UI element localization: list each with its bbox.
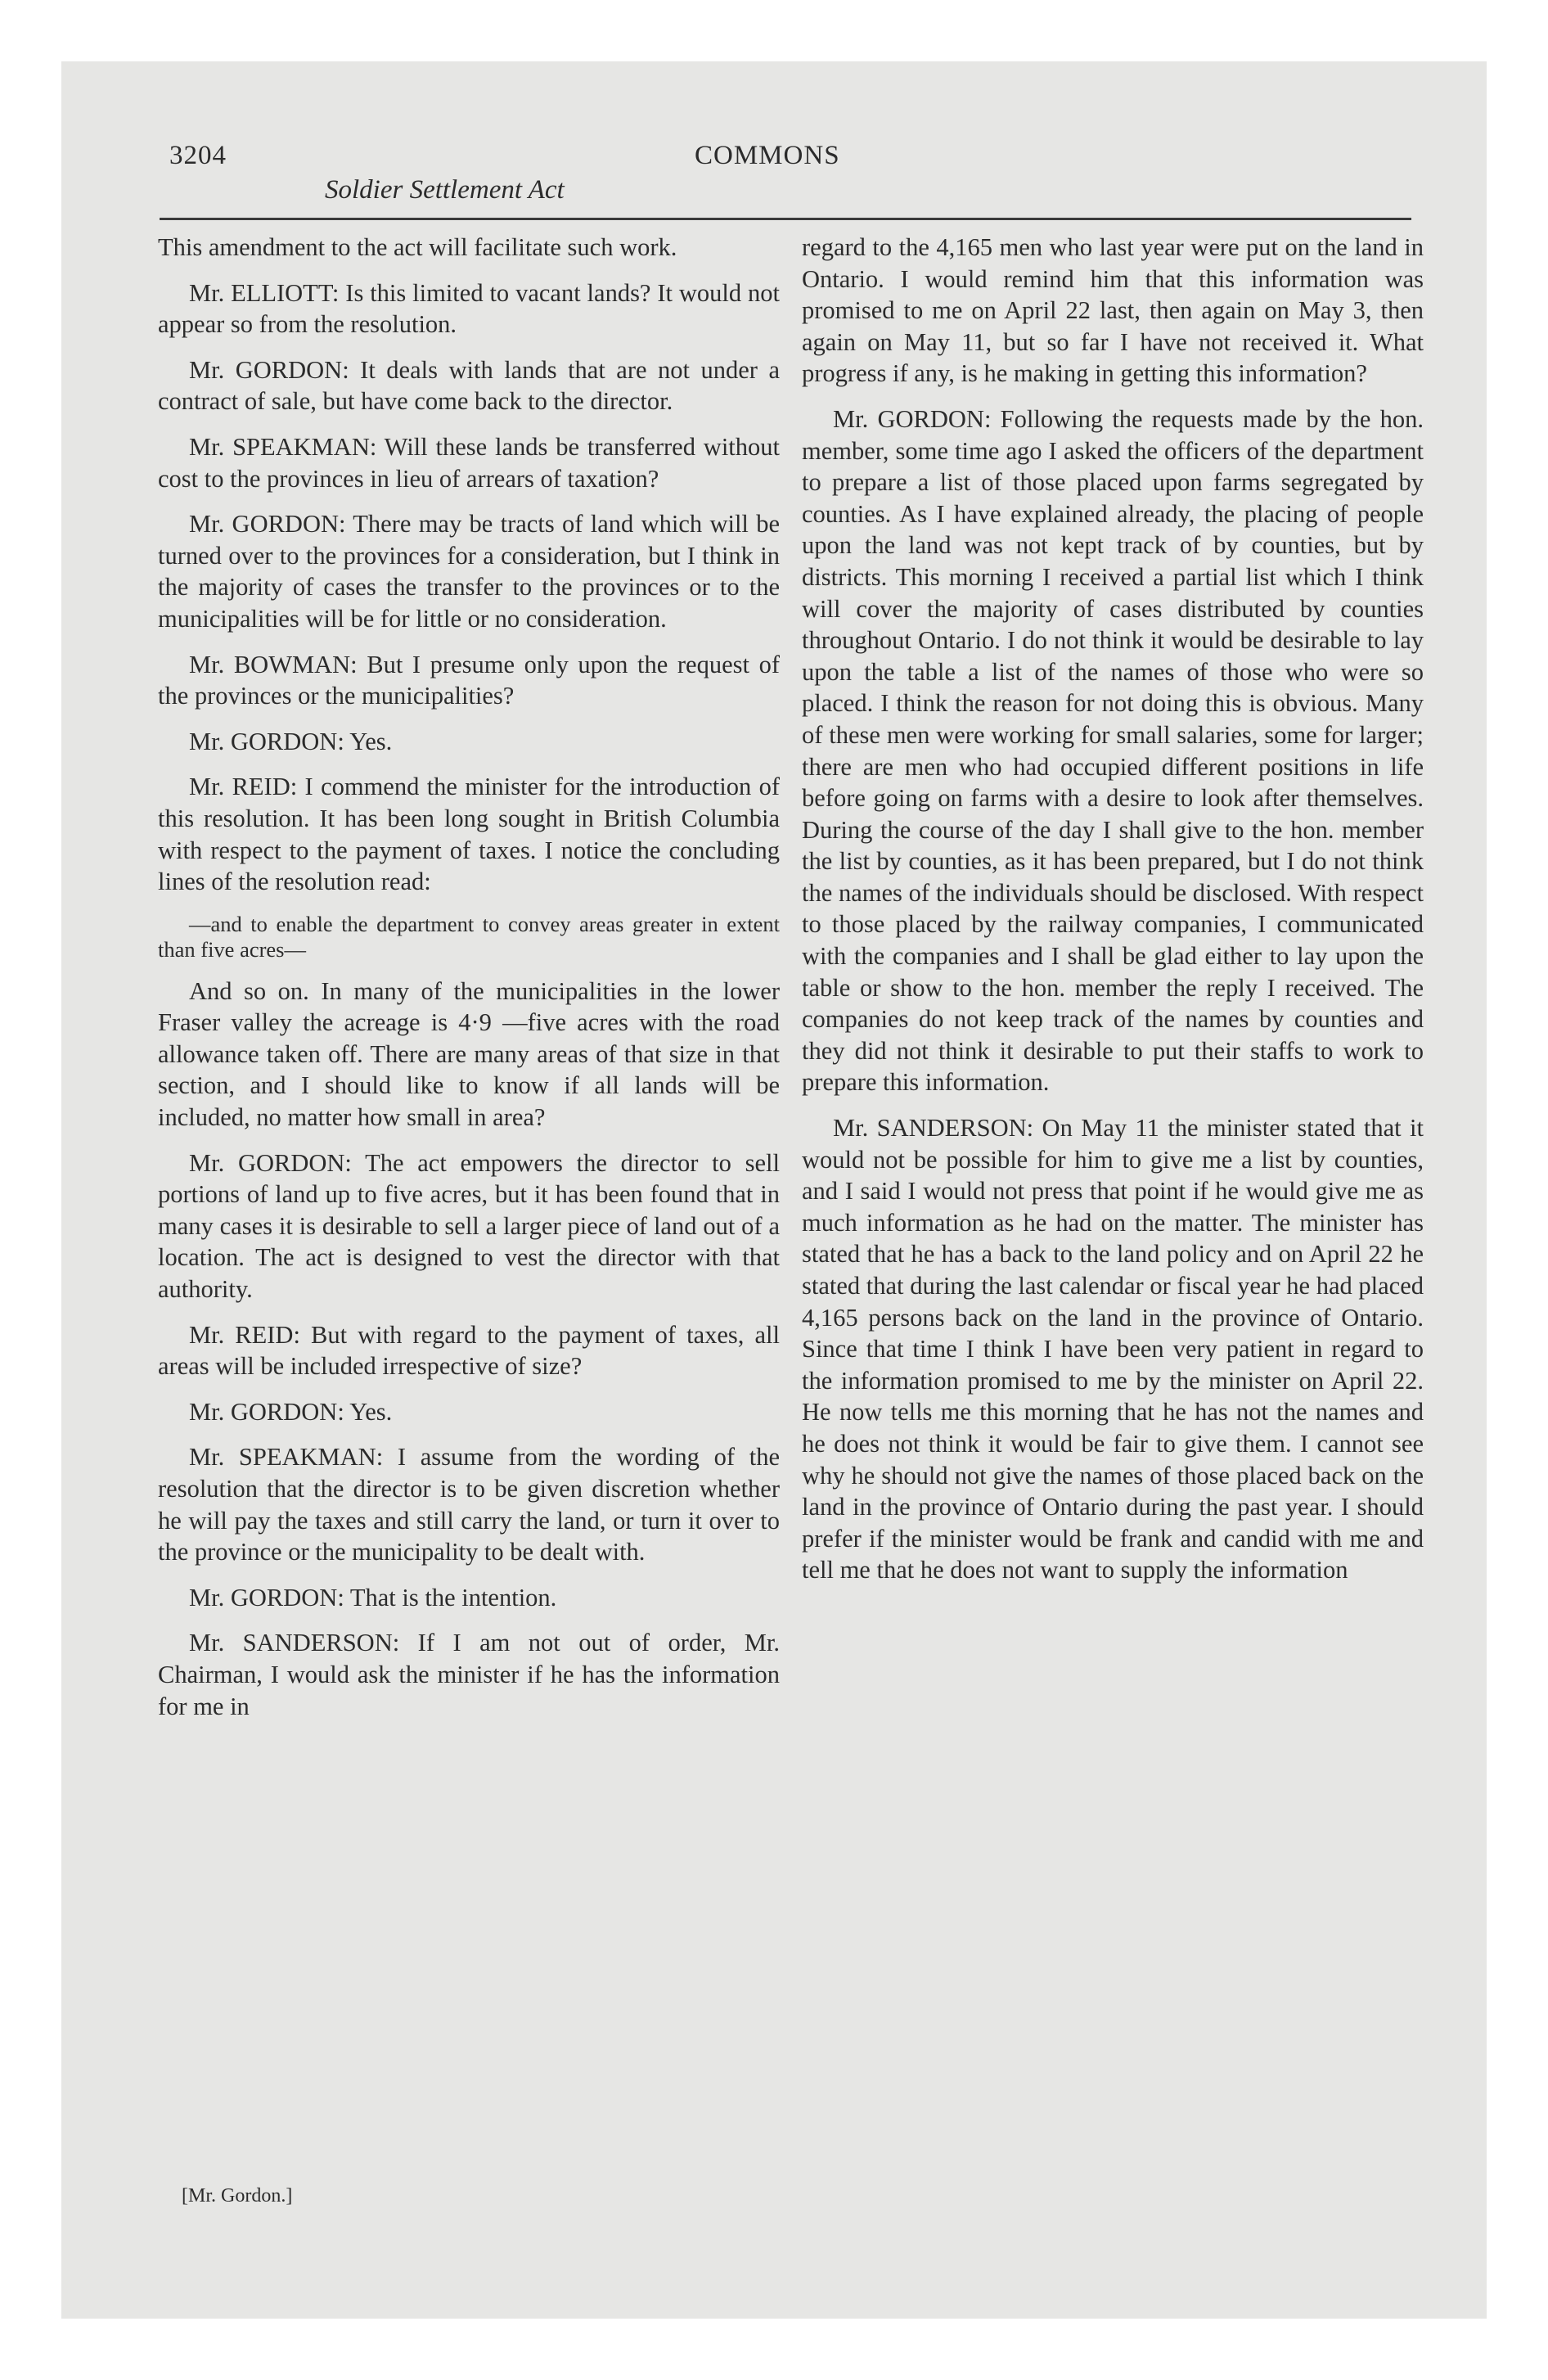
block-quote: —and to enable the department to convey areas greater in extent than five acres— [158,911,780,962]
paragraph: Mr. GORDON: That is the intention. [189,1583,557,1611]
paragraph: Mr. REID: But with regard to the payment of taxes, all areas will be included irrespective of size? [158,1320,780,1381]
speaker-footer-tag: [Mr. Gordon.] [182,2185,293,2206]
paragraph: regard to the 4,165 men who last year were put on the land in Ontario. I would remind him that this information was promised to me on April 22 last, then again on May 3, then again on May 11, but so far I have not received it. What progress if any, is he making in getting this information? [802,233,1424,388]
section-title: Soldier Settlement Act [325,175,565,205]
paragraph: Mr. SPEAKMAN: Will these lands be transferred without cost to the provinces in lieu of arrears of taxation? [158,432,780,493]
header-rule [160,218,1411,220]
chamber-title: COMMONS [695,141,840,170]
paragraph: Mr. GORDON: Following the requests made by the hon. member, some time ago I asked the officers of the department to prepare a list of those placed upon farms segregated by counties. As I have explained already, the placing of people upon the land was not kept track of by counties, but by districts. This morning I received a partial list which I think will cover the majority of cases distributed by counties throughout Ontario. I do not think it would be desirable to lay upon the table a list of the names of those who were so placed. I think the reason for not doing this is obvious. Many of these men were working for small salaries, some for larger; there are men who had occupied different positions in life before going on farms with a desire to look after themselves. During the course of the day I shall give to the hon. member the list by counties, as it has been prepared, but I do not think the names of the individuals should be disclosed. With respect to those placed by the railway companies, I communicated with the companies and I shall be glad either to lay upon the table or show to the hon. member the reply I received. The companies do not keep track of the names by counties and they did not think it desirable to put their staffs to work to prepare this information. [802,404,1424,1097]
page-header [0,0,1548,246]
right-column [802,232,1424,2179]
paragraph: Mr. SANDERSON: On May 11 the minister stated that it would not be possible for him to give me a list by counties, and I said I would not press that point if he would give me as much information as he had on the matter. The minister has stated that he has a back to the land policy and on April 22 he stated that during the last calendar or fiscal year he had placed 4,165 persons back on the land in the province of Ontario. Since that time I think I have been very patient in regard to the information promised to me by the minister on April 22. He now tells me this morning that he has not the names and he does not think it would be fair to give them. I cannot see why he should not give the names of those placed back on the land in the province of Ontario during the past year. I should prefer if the minister would be frank and candid with me and tell me that he does not want to supply the information [802,1114,1424,1584]
paragraph: Mr. SPEAKMAN: I assume from the wording of the resolution that the director is to be given discretion whether he will pay the taxes and still carry the land, or turn it over to the province or the municipality to be dealt with. [158,1443,780,1566]
left-column [158,232,780,2179]
paragraph: Mr. GORDON: There may be tracts of land which will be turned over to the provinces for a consideration, but I think in the majority of cases the transfer to the provinces or to the municipalities will be for little or no consideration. [158,510,780,633]
paragraph: Mr. GORDON: It deals with lands that are not under a contract of sale, but have come back to the director. [158,355,780,416]
paragraph: Mr. GORDON: Yes. [189,1397,393,1426]
paragraph: Mr. BOWMAN: But I presume only upon the request of the provinces or the municipalities? [158,650,780,710]
paragraph: And so on. In many of the municipalities in the lower Fraser valley the acreage is 4·9 —five acres with the road allowance taken off. There are many areas of that size in that section, and I should like to know if all lands will be included, no matter how small in area? [158,976,780,1132]
paragraph: Mr. GORDON: The act empowers the director to sell portions of land up to five acres, but it has been found that in many cases it is desirable to sell a larger piece of land out of a location. The act is designed to vest the director with that authority. [158,1148,780,1304]
page-number: 3204 [169,141,227,170]
paragraph: This amendment to the act will facilitate such work. [158,233,677,261]
paragraph: Mr. GORDON: Yes. [189,727,393,755]
paragraph: Mr. SANDERSON: If I am not out of order, Mr. Chairman, I would ask the minister if he has the information for me in [158,1629,780,1720]
paragraph: Mr. REID: I commend the minister for the introduction of this resolution. It has been long sought in British Columbia with respect to the payment of taxes. I notice the concluding lines of the resolution read: [158,773,780,896]
paragraph: Mr. ELLIOTT: Is this limited to vacant lands? It would not appear so from the resolution. [158,278,780,339]
